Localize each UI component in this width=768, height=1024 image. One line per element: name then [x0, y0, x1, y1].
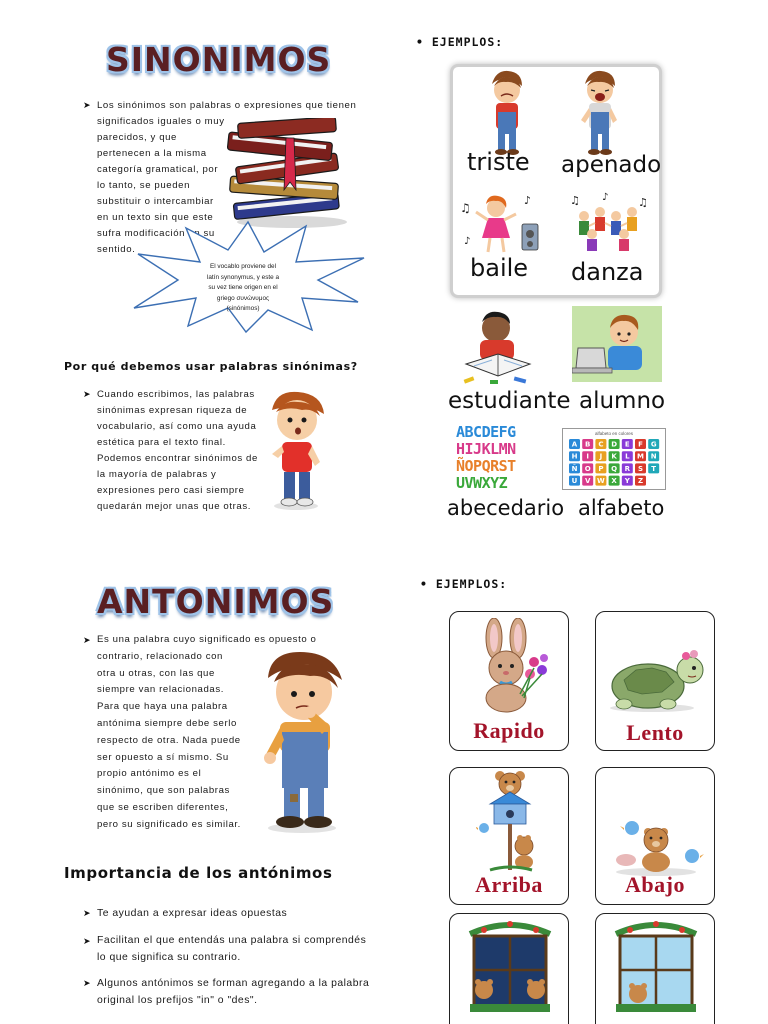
text-line: (sinónimos): [226, 305, 260, 312]
text-line: antónima siempre debe serlo: [97, 717, 237, 729]
svg-text:♪: ♪: [602, 192, 609, 203]
text-line: sinónimo, que son palabras: [97, 785, 230, 797]
word-baile: baile: [470, 254, 529, 282]
alphabet-tile-letter: Y: [624, 477, 630, 486]
bear-below-illustration: [606, 816, 706, 876]
card-word-lento: Lento: [626, 720, 684, 745]
arrow-bullet-icon: ➤: [83, 389, 91, 399]
alphabet-tile-letter: K: [611, 452, 617, 461]
alphabet-tile-letter: U: [571, 477, 578, 486]
card-window-right: [595, 913, 715, 1024]
text-line: quedarán mejor unas que otras.: [97, 501, 251, 512]
text-line: otra u otras, con las que: [97, 667, 215, 679]
letters-row: ÑOPQRST: [456, 457, 516, 475]
card-word-arriba: Arriba: [475, 872, 543, 897]
alphabet-tile-letter: T: [651, 464, 657, 473]
boy-in-overalls-illustration: [254, 648, 354, 834]
card-arriba: [449, 767, 569, 905]
alphabet-tile-letter: X: [611, 477, 617, 486]
dancing-girl-illustration: [458, 190, 548, 256]
alphabet-tile-letter: C: [598, 440, 604, 449]
alphabet-tile-letter: F: [638, 440, 643, 449]
text-line: respecto de otra. Nada puede: [97, 734, 241, 746]
text-line: Facilitan el que entendás una palabra si comprendés: [97, 935, 367, 946]
abecedario-letters: [456, 424, 552, 492]
bunny-with-flowers-illustration: [464, 618, 560, 714]
alphabet-tile-letter: Ñ: [571, 464, 578, 473]
word-danza: danza: [571, 258, 644, 286]
alphabet-tile-letter: A: [571, 440, 578, 449]
word-alumno: alumno: [579, 388, 666, 414]
svg-text:♫: ♫: [638, 196, 648, 209]
card-word-rapido: Rapido: [473, 718, 545, 743]
text-line: parecidos, y que: [97, 132, 177, 143]
alfabeto-grid: [563, 436, 667, 490]
word-triste: triste: [467, 148, 530, 176]
text-line: Podemos encontrar sinónimos de: [97, 453, 258, 464]
synonyms-examples-label: [416, 35, 503, 49]
text-line: original los prefijos "in" o "des".: [97, 995, 258, 1006]
letters-row: ABCDEFG: [456, 423, 516, 441]
text-line: la mayoría de palabras y: [97, 469, 217, 480]
alphabet-tile-letter: P: [598, 464, 604, 473]
text-line: siempre van relacionadas.: [97, 684, 224, 696]
text-line: pertenecen a la misma: [97, 148, 207, 159]
antonyms-title: ANTONIMOS: [97, 582, 335, 621]
student-illustration: [460, 306, 536, 388]
turtle-illustration: [602, 646, 712, 716]
text-line: sinónimas expresan riqueza de: [97, 405, 248, 416]
text-line: El vocablo proviene del: [209, 263, 277, 270]
text-line: Algunos antónimos se forman agregando a la palabra: [97, 978, 370, 989]
arrow-bullet-icon: ➤: [83, 635, 91, 645]
alphabet-tile-letter: N: [650, 452, 657, 461]
arrow-bullet-icon: ➤: [83, 978, 91, 988]
dancing-group-illustration: [568, 190, 652, 256]
text-line: que se escriben diferentes,: [97, 801, 229, 813]
synonyms-answer: [97, 387, 287, 515]
importance-item-2: [97, 932, 366, 966]
alphabet-tile-letter: Q: [611, 464, 618, 473]
sad-boy-illustration: [486, 68, 526, 158]
synonyms-title: SINONIMOS: [106, 40, 332, 79]
importance-item-1: [97, 905, 287, 922]
books-illustration: [222, 118, 352, 230]
bear-on-birdhouse-illustration: [476, 770, 546, 874]
alphabet-tile-letter: B: [585, 440, 591, 449]
text-line: contrario, relacionado con: [97, 650, 223, 662]
card-window-left: [449, 913, 569, 1024]
svg-text:♪: ♪: [524, 194, 532, 207]
alphabet-tile-letter: J: [599, 452, 603, 461]
text-line: ser opuesto a sí mismo. Su: [97, 751, 229, 763]
word-alfabeto: alfabeto: [578, 496, 665, 520]
text-line: Los sinónimos son palabras o expresiones que tienen: [97, 100, 357, 111]
text-line: vocabulario, así como una ayuda: [97, 421, 257, 432]
synonyms-question: Por qué debemos usar palabras sinónimas?: [64, 360, 358, 373]
bears-window-open-illustration: [610, 920, 702, 1024]
svg-text:♪: ♪: [464, 236, 471, 247]
alphabet-tile-letter: O: [584, 464, 591, 473]
letters-row: UVWXYZ: [456, 474, 508, 492]
text-line: griego συνώνυμος: [216, 294, 270, 302]
text-line: categoría gramatical, por: [97, 164, 219, 175]
alfabeto-grid-caption: alfabeto en colores: [594, 431, 634, 436]
text-line: estética para el texto final.: [97, 437, 226, 448]
text-line: lo que significa su contrario.: [97, 952, 241, 963]
text-line: su vez tiene origen en el: [208, 284, 278, 291]
text-line: Te ayudan a expresar ideas opuestas: [97, 908, 288, 919]
text-line: propio antónimo es el: [97, 768, 202, 780]
antonyms-examples-label: [420, 577, 507, 591]
arrow-bullet-icon: ➤: [83, 908, 91, 918]
card-rapido: [449, 611, 569, 751]
text-line: Es una palabra cuyo significado es opuesto o: [97, 634, 317, 645]
importance-item-3: [97, 975, 369, 1009]
word-apenado: apenado: [561, 152, 662, 178]
thinking-boy-illustration: [262, 388, 332, 512]
card-word-abajo: Abajo: [625, 872, 685, 897]
importance-heading: Importancia de los antónimos: [64, 864, 333, 882]
bullet-dot-icon: •: [416, 35, 424, 49]
word-estudiante: estudiante: [448, 388, 571, 414]
text-line: pero su significado es similar.: [97, 818, 241, 830]
alfabeto-grid-card: [562, 428, 666, 490]
crying-boy-illustration: [577, 68, 621, 158]
text-line: sentido.: [97, 244, 136, 255]
bullet-dot-icon: •: [420, 577, 428, 591]
text-line: substituir o intercambiar: [97, 196, 214, 207]
alphabet-tile-letter: H: [571, 452, 578, 461]
arrow-bullet-icon: ➤: [83, 100, 91, 110]
alphabet-tile-letter: V: [584, 477, 591, 486]
text-line: expresiones pero casi siempre: [97, 485, 245, 496]
alphabet-tile-letter: W: [597, 477, 605, 486]
word-abecedario: abecedario: [447, 496, 565, 520]
card-abajo: [595, 767, 715, 905]
text-line: Cuando escribimos, las palabras: [97, 389, 255, 400]
alphabet-tile-letter: I: [586, 452, 590, 461]
alphabet-tile-letter: Z: [637, 477, 644, 486]
text-line: latín synonymus, y este a: [206, 273, 280, 281]
arrow-bullet-icon: ➤: [83, 936, 91, 946]
alphabet-tile-letter: M: [637, 452, 644, 461]
text-line: Para que haya una palabra: [97, 701, 228, 713]
alphabet-tile-letter: E: [624, 440, 630, 449]
alphabet-tile-letter: D: [611, 440, 618, 449]
label-text: EJEMPLOS:: [435, 577, 508, 591]
letters-row: HIJKLMN: [456, 440, 516, 458]
alphabet-tile-letter: R: [624, 464, 630, 473]
star-note: [184, 262, 302, 315]
text-line: significados iguales o muy: [97, 116, 225, 127]
boy-with-laptop-illustration: [572, 306, 662, 382]
card-lento: [595, 611, 715, 751]
text-line: sufra modificación en su: [97, 228, 215, 239]
text-line: lo tanto, se pueden: [97, 180, 191, 191]
text-line: en un texto sin que este: [97, 212, 214, 223]
alphabet-tile-letter: L: [625, 452, 630, 461]
alphabet-tile-letter: S: [637, 464, 644, 473]
bears-window-illustration: [464, 920, 556, 1024]
svg-text:♫: ♫: [460, 201, 471, 215]
label-text: EJEMPLOS:: [431, 35, 504, 49]
svg-text:♫: ♫: [570, 194, 580, 207]
alphabet-tile-letter: G: [650, 440, 657, 449]
